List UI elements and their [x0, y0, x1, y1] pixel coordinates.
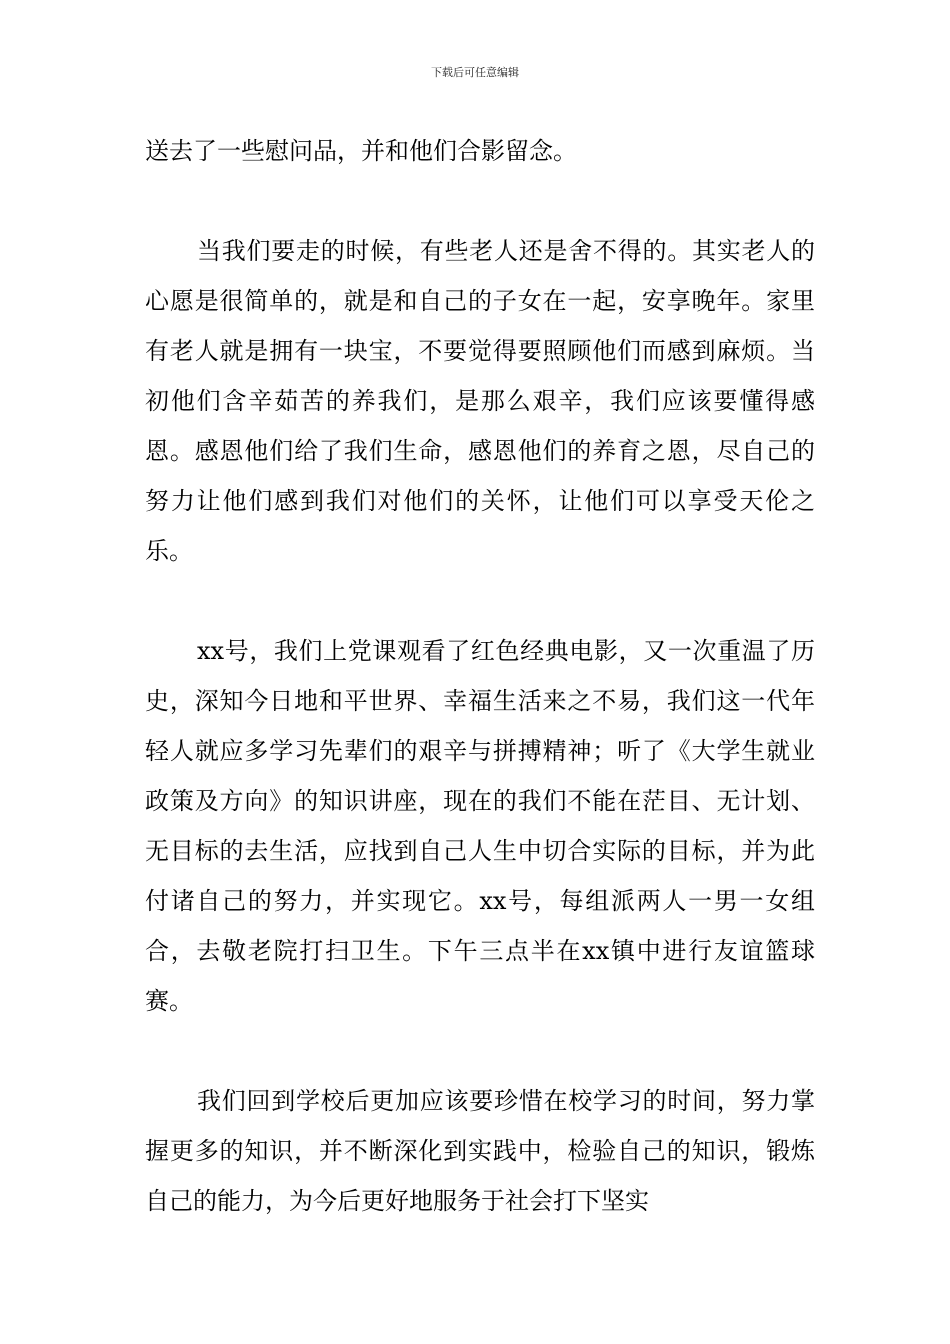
- paragraph-1: 送去了一些慰问品，并和他们合影留念。: [145, 137, 577, 165]
- paragraph-gap: [145, 176, 815, 226]
- paragraph-3: xx号，我们上党课观看了红色经典电影，又一次重温了历史，深知今日地和平世界、幸福生活来之不易，我们这一代年轻人就应多学习先辈们的艰辛与拼搏精神；听了《大学生就业政策及方向》的知识讲座，现在的我们不能在茫目、无计划、无目标的去生活，应找到自己人生中切合实际的目标，并为此付诸自己的努力，并实现它。xx号，每组派两人一男一女组合，去敬老院打扫卫生。下午三点半在xx镇中进行友谊篮球赛。: [145, 637, 815, 1015]
- document-body: [145, 126, 815, 1226]
- paragraph-gap: [145, 1026, 815, 1076]
- paragraph-4: 我们回到学校后更加应该要珍惜在校学习的时间，努力掌握更多的知识，并不断深化到实践中，检验自己的知识，锻炼自己的能力，为今后更好地服务于社会打下坚实: [145, 1087, 815, 1215]
- paragraph-gap: [145, 576, 815, 626]
- paragraph-2: 当我们要走的时候，有些老人还是舍不得的。其实老人的心愿是很简单的，就是和自己的子女在一起，安享晚年。家里有老人就是拥有一块宝，不要觉得要照顾他们而感到麻烦。当初他们含辛茹苦的养我们，是那么艰辛，我们应该要懂得感恩。感恩他们给了我们生命，感恩他们的养育之恩，尽自己的努力让他们感到我们对他们的关怀，让他们可以享受天伦之乐。: [145, 237, 815, 565]
- page-header: 下载后可任意编辑: [431, 66, 519, 79]
